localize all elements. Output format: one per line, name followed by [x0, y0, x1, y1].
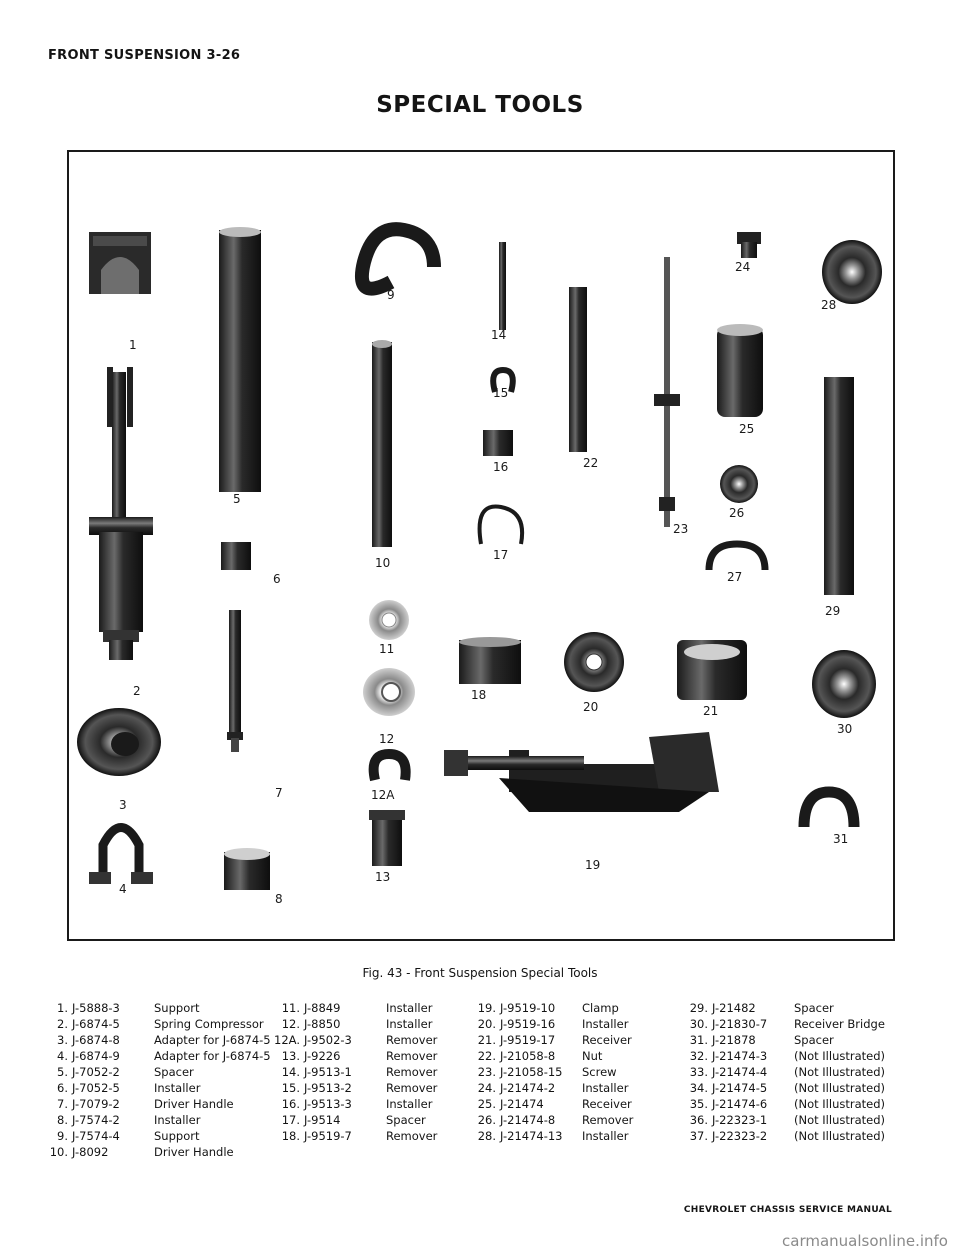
legend-number: 24.: [477, 1081, 496, 1095]
legend-part-number: J-8850: [304, 1017, 341, 1031]
legend-row: [40, 1144, 271, 1160]
legend-part-number: J-21830-7: [712, 1017, 768, 1031]
legend-row: [680, 1016, 885, 1032]
callout-5: 5: [233, 492, 241, 506]
tool-12-installer: [363, 668, 415, 716]
legend-row: [468, 1032, 633, 1048]
legend-number: 25.: [477, 1097, 496, 1111]
tool-7-driver-handle: [227, 610, 243, 752]
legend-part-number: J-21474-5: [712, 1081, 768, 1095]
legend-part-number: J-22323-2: [712, 1129, 768, 1143]
legend-column-1: [40, 1000, 271, 1160]
legend-number: 36.: [689, 1113, 708, 1127]
callout-13: 13: [375, 870, 391, 884]
tool-9-support: [362, 229, 434, 288]
legend-row: [680, 1064, 885, 1080]
legend-number: 32.: [689, 1049, 708, 1063]
tool-26-remover: [720, 465, 758, 503]
legend-row: [272, 1064, 437, 1080]
legend-row: [468, 1048, 633, 1064]
legend-description: (Not Illustrated): [794, 1113, 886, 1127]
legend-description: Remover: [386, 1129, 438, 1143]
legend-number: 26.: [477, 1113, 496, 1127]
legend-number: 16.: [281, 1097, 300, 1111]
tool-24-installer: [737, 232, 761, 258]
legend-number: 6.: [57, 1081, 68, 1095]
legend-number: 1.: [57, 1001, 68, 1015]
legend-description: Spacer: [794, 1033, 834, 1047]
tool-28-installer: [822, 240, 882, 304]
legend-description: Installer: [386, 1097, 433, 1111]
legend-row: [40, 1080, 271, 1096]
callout-7: 7: [275, 786, 283, 800]
tool-10-driver-handle: [372, 340, 392, 547]
legend-description: Remover: [386, 1049, 438, 1063]
legend-row: [680, 1000, 885, 1016]
legend-part-number: J-9502-3: [304, 1033, 352, 1047]
tool-31-spacer: [804, 792, 854, 827]
legend-description: Remover: [386, 1065, 438, 1079]
legend-number: 30.: [689, 1017, 708, 1031]
section-header: FRONT SUSPENSION 3-26: [48, 48, 241, 63]
callout-21: 21: [703, 704, 719, 718]
legend-description: Driver Handle: [154, 1145, 234, 1159]
legend-part-number: J-9513-3: [304, 1097, 352, 1111]
legend-row: [40, 1016, 271, 1032]
legend-description: Support: [154, 1001, 200, 1015]
legend-number: 5.: [57, 1065, 68, 1079]
legend-description: Remover: [386, 1033, 438, 1047]
legend-part-number: J-21474-8: [500, 1113, 556, 1127]
legend-row: [680, 1080, 885, 1096]
legend-row: [40, 1032, 271, 1048]
legend-description: (Not Illustrated): [794, 1097, 886, 1111]
legend-part-number: J-21482: [712, 1001, 756, 1015]
legend-row: [40, 1000, 271, 1016]
legend-number: 15.: [281, 1081, 300, 1095]
legend-number: 18.: [281, 1129, 300, 1143]
legend-row: [40, 1048, 271, 1064]
legend-number: 19.: [477, 1001, 496, 1015]
legend-part-number: J-5888-3: [72, 1001, 120, 1015]
legend-description: Driver Handle: [154, 1097, 234, 1111]
legend-number: 3.: [57, 1033, 68, 1047]
legend-number: 17.: [281, 1113, 300, 1127]
legend-part-number: J-9514: [304, 1113, 341, 1127]
legend-number: 13.: [281, 1049, 300, 1063]
tool-18-remover: [459, 637, 521, 684]
legend-part-number: J-21878: [712, 1033, 756, 1047]
legend-description: Spacer: [794, 1001, 834, 1015]
tool-19-clamp: [444, 732, 719, 812]
legend-number: 23.: [477, 1065, 496, 1079]
legend-description: Installer: [154, 1113, 201, 1127]
legend-part-number: J-21474-13: [500, 1129, 563, 1143]
callout-3: 3: [119, 798, 127, 812]
legend-description: (Not Illustrated): [794, 1049, 886, 1063]
legend-row: [272, 1016, 437, 1032]
legend-description: Remover: [386, 1081, 438, 1095]
legend-number: 12.: [281, 1017, 300, 1031]
legend-part-number: J-9519-7: [304, 1129, 352, 1143]
legend-number: 37.: [689, 1129, 708, 1143]
tool-21-receiver: [677, 640, 747, 700]
tool-12a-remover: [374, 754, 406, 780]
legend-row: [40, 1128, 271, 1144]
legend-number: 12A.: [274, 1033, 300, 1047]
tool-3-adapter: [77, 708, 161, 776]
tool-22-nut: [569, 287, 587, 452]
legend-number: 21.: [477, 1033, 496, 1047]
legend-number: 2.: [57, 1017, 68, 1031]
callout-11: 11: [379, 642, 395, 656]
callout-24: 24: [735, 260, 751, 274]
legend-row: [468, 1096, 633, 1112]
legend-number: 33.: [689, 1065, 708, 1079]
tool-17-spacer: [480, 506, 523, 544]
legend-row: [272, 1000, 437, 1016]
tool-20-installer: [564, 632, 624, 692]
legend-description: Receiver Bridge: [794, 1017, 885, 1031]
callout-28: 28: [821, 298, 837, 312]
legend-description: Spacer: [154, 1065, 194, 1079]
legend-number: 29.: [689, 1001, 708, 1015]
callout-27: 27: [727, 570, 743, 584]
legend-description: Installer: [386, 1017, 433, 1031]
callout-4: 4: [119, 882, 127, 896]
callout-29: 29: [825, 604, 841, 618]
tool-4-u-adapter: [89, 828, 153, 885]
legend-row: [468, 1080, 633, 1096]
legend-description: (Not Illustrated): [794, 1129, 886, 1143]
legend-row: [468, 1112, 633, 1128]
tool-1-support: [89, 232, 151, 294]
legend-number: 8.: [57, 1113, 68, 1127]
legend-part-number: J-7052-5: [72, 1081, 120, 1095]
legend-number: 4.: [57, 1049, 68, 1063]
legend-part-number: J-21058-15: [500, 1065, 563, 1079]
legend-part-number: J-21474-2: [500, 1081, 556, 1095]
tools-illustration: [69, 152, 893, 939]
tool-25-receiver: [717, 324, 763, 417]
legend-description: Nut: [582, 1049, 603, 1063]
legend-description: Spacer: [386, 1113, 426, 1127]
legend-row: [40, 1064, 271, 1080]
legend-row: [40, 1096, 271, 1112]
legend-row: [468, 1128, 633, 1144]
tool-8-installer: [224, 848, 270, 890]
legend-row: [680, 1032, 885, 1048]
legend-description: Remover: [582, 1113, 634, 1127]
callout-31: 31: [833, 832, 849, 846]
legend-part-number: J-21474-3: [712, 1049, 768, 1063]
legend-row: [680, 1128, 885, 1144]
tools-figure: [67, 150, 895, 941]
legend-column-4: [680, 1000, 885, 1144]
legend-part-number: J-8849: [304, 1001, 341, 1015]
legend-part-number: J-7079-2: [72, 1097, 120, 1111]
legend-description: Installer: [386, 1001, 433, 1015]
legend-description: Clamp: [582, 1001, 619, 1015]
legend-number: 9.: [57, 1129, 68, 1143]
legend-part-number: J-21474-4: [712, 1065, 768, 1079]
tool-5-spacer: [219, 227, 261, 492]
legend-part-number: J-21474-6: [712, 1097, 768, 1111]
tool-29-spacer: [824, 377, 854, 595]
callout-25: 25: [739, 422, 755, 436]
tool-6-installer: [221, 542, 251, 570]
legend-part-number: J-6874-5: [72, 1017, 120, 1031]
callout-30: 30: [837, 722, 853, 736]
legend-part-number: J-7574-2: [72, 1113, 120, 1127]
legend-description: Installer: [582, 1129, 629, 1143]
legend-description: Adapter for J-6874-5: [154, 1033, 271, 1047]
legend-description: Screw: [582, 1065, 617, 1079]
legend-number: 11.: [281, 1001, 300, 1015]
callout-18: 18: [471, 688, 487, 702]
legend-number: 10.: [49, 1145, 68, 1159]
tool-11-installer: [369, 600, 409, 640]
legend-description: Adapter for J-6874-5: [154, 1049, 271, 1063]
callout-12: 12: [379, 732, 395, 746]
legend-description: Installer: [582, 1017, 629, 1031]
legend-part-number: J-9519-10: [500, 1001, 556, 1015]
legend-part-number: J-7052-2: [72, 1065, 120, 1079]
legend-description: Receiver: [582, 1033, 632, 1047]
tool-23-screw: [654, 257, 680, 527]
callout-15: 15: [493, 386, 509, 400]
callout-8: 8: [275, 892, 283, 906]
callout-19: 19: [585, 858, 601, 872]
callout-20: 20: [583, 700, 599, 714]
legend-description: Installer: [582, 1081, 629, 1095]
legend-part-number: J-21058-8: [500, 1049, 556, 1063]
legend-description: Receiver: [582, 1097, 632, 1111]
callout-17: 17: [493, 548, 509, 562]
callout-16: 16: [493, 460, 509, 474]
legend-row: [272, 1096, 437, 1112]
legend-row: [468, 1064, 633, 1080]
legend-description: Installer: [154, 1081, 201, 1095]
legend-part-number: J-22323-1: [712, 1113, 768, 1127]
legend-number: 34.: [689, 1081, 708, 1095]
legend-part-number: J-21474: [500, 1097, 544, 1111]
legend-row: [468, 1000, 633, 1016]
tool-27-ring: [709, 544, 765, 570]
legend-row: [272, 1032, 437, 1048]
legend-row: [272, 1112, 437, 1128]
legend-description: (Not Illustrated): [794, 1081, 886, 1095]
callout-6: 6: [273, 572, 281, 586]
legend-part-number: J-9226: [304, 1049, 341, 1063]
legend-part-number: J-9513-1: [304, 1065, 352, 1079]
callout-1: 1: [129, 338, 137, 352]
legend-description: Support: [154, 1129, 200, 1143]
legend-row: [680, 1048, 885, 1064]
figure-caption: Fig. 43 - Front Suspension Special Tools: [362, 966, 598, 980]
page-title: SPECIAL TOOLS: [376, 92, 584, 118]
callout-9: 9: [387, 288, 395, 302]
watermark: carmanualsonline.info: [782, 1232, 948, 1250]
footer-manual-title: CHEVROLET CHASSIS SERVICE MANUAL: [683, 1205, 892, 1215]
callout-12a: 12A: [371, 788, 395, 802]
callout-10: 10: [375, 556, 391, 570]
legend-number: 22.: [477, 1049, 496, 1063]
callout-23: 23: [673, 522, 689, 536]
tool-13-remover: [369, 810, 405, 866]
legend-number: 28.: [477, 1129, 496, 1143]
legend-number: 31.: [689, 1033, 708, 1047]
legend-part-number: J-9519-16: [500, 1017, 556, 1031]
legend-row: [40, 1112, 271, 1128]
callout-22: 22: [583, 456, 599, 470]
tool-30-receiver-bridge: [812, 650, 876, 718]
legend-description: Spring Compressor: [154, 1017, 264, 1031]
legend-row: [272, 1080, 437, 1096]
callout-14: 14: [491, 328, 507, 342]
legend-number: 14.: [281, 1065, 300, 1079]
legend-part-number: J-9513-2: [304, 1081, 352, 1095]
legend-part-number: J-6874-9: [72, 1049, 120, 1063]
legend-row: [272, 1048, 437, 1064]
tool-16-installer: [483, 430, 513, 456]
legend-number: 35.: [689, 1097, 708, 1111]
legend-row: [680, 1112, 885, 1128]
legend-part-number: J-7574-4: [72, 1129, 120, 1143]
callout-2: 2: [133, 684, 141, 698]
legend-part-number: J-6874-8: [72, 1033, 120, 1047]
legend-description: (Not Illustrated): [794, 1065, 886, 1079]
legend-column-3: [468, 1000, 633, 1144]
legend-part-number: J-8092: [72, 1145, 109, 1159]
legend-column-2: [272, 1000, 437, 1144]
tool-14-remover: [499, 242, 506, 330]
callout-26: 26: [729, 506, 745, 520]
legend-part-number: J-9519-17: [500, 1033, 556, 1047]
legend-row: [272, 1128, 437, 1144]
tool-2-spring-compressor: [89, 367, 153, 660]
legend-number: 7.: [57, 1097, 68, 1111]
legend-number: 20.: [477, 1017, 496, 1031]
legend-row: [468, 1016, 633, 1032]
legend-row: [680, 1096, 885, 1112]
